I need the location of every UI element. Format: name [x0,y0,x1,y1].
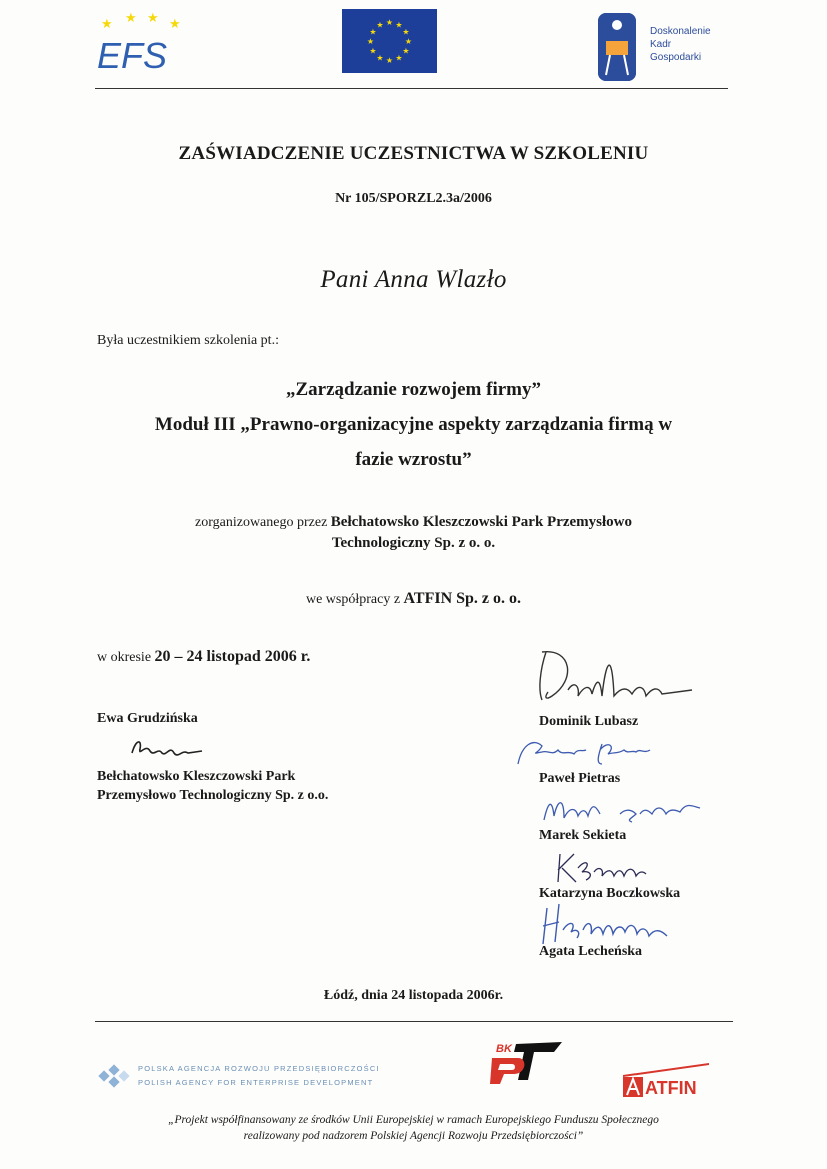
svg-text:★: ★ [404,37,413,46]
period-prefix: w okresie [97,650,152,665]
funding-note-line-1: „Projekt współfinansowany ze środków Unii Europejskiej w ramach Europejskiego Funduszu Społecznego [168,1114,659,1126]
period-line [97,648,310,666]
dkg-line-1: Doskonalenie [650,26,711,37]
svg-text:★: ★ [376,53,384,63]
eu-flag-logo [342,9,437,73]
dkg-line-2: Kadr [650,39,672,50]
atfin-logo-text: ATFIN [645,1078,697,1098]
funding-note-line-2: realizowany pod nadzorem Polskiej Agencji Rozwoju Przedsiębiorczości” [243,1130,584,1142]
organizer-line-1: Bełchatowsko Kleszczowski Park Przemysłowo [330,514,632,530]
signatory-left-name: Ewa Grudzińska [97,711,198,726]
recipient-name: Pani Anna Wlazło [320,266,507,293]
signatory-lubasz: Dominik Lubasz [539,714,639,729]
bk-logo-text: BK [496,1043,512,1055]
svg-text:★: ★ [385,18,394,27]
signatory-left-company-line-2: Przemysłowo Technologiczny Sp. z o.o. [97,788,329,803]
signatory-left-company [97,767,328,805]
organizer-prefix: zorganizowanego przez [195,515,328,530]
bk-ppt-logo [488,1040,566,1086]
signature-grudzinska [128,735,208,763]
svg-text:★: ★ [402,27,410,37]
signatory-sekieta: Marek Sekieta [539,828,627,843]
parp-text-en: POLISH AGENCY FOR ENTERPRISE DEVELOPMENT [138,1078,374,1087]
svg-text:★: ★ [369,46,377,56]
course-title [0,372,827,477]
signatory-pietras: Paweł Pietras [539,771,621,786]
signature-lubasz [532,640,702,720]
course-line-1: „Zarządzanie rozwojem firmy” [285,379,541,400]
funding-note [0,1112,827,1144]
signatory-lechenska: Agata Lecheńska [539,944,643,959]
svg-text:★: ★ [101,17,113,32]
organizer-line-2: Technologiczny Sp. z o. o. [331,535,496,551]
organizer-block [0,512,827,554]
dkg-logo [598,13,728,83]
dkg-person-icon [598,13,636,81]
svg-text:★: ★ [369,27,377,37]
signatory-left-company-line-1: Bełchatowsko Kleszczowski Park [97,769,296,784]
svg-text:★: ★ [169,17,181,32]
signature-pietras [512,736,662,775]
period-value: 20 – 24 listopad 2006 r. [154,648,311,665]
cooperation-line [0,590,827,608]
cooperation-partner: ATFIN Sp. z o. o. [403,590,522,607]
efs-logo [95,8,190,73]
svg-text:★: ★ [395,53,403,63]
svg-text:★: ★ [402,46,410,56]
svg-text:★: ★ [376,20,384,30]
svg-text:★: ★ [147,11,159,26]
dkg-line-3: Gospodarki [650,52,702,63]
certificate-title: ZAŚWIADCZENIE UCZESTNICTWA W SZKOLENIU [178,143,649,164]
svg-text:★: ★ [366,37,375,46]
course-line-3: fazie wzrostu” [355,449,472,470]
atfin-logo [623,1063,709,1099]
signature-sekieta [540,792,710,831]
header-divider [95,88,728,89]
svg-text:★: ★ [125,11,137,26]
svg-text:★: ★ [395,20,403,30]
footer-divider [95,1021,733,1022]
cooperation-prefix: we współpracy z [305,592,401,607]
parp-logo [96,1060,386,1092]
intro-text: Była uczestnikiem szkolenia pt.: [97,333,279,348]
place-and-date: Łódź, dnia 24 listopada 2006r. [323,988,504,1003]
parp-text-pl: POLSKA AGENCJA ROZWOJU PRZEDSIĘBIORCZOŚCI [138,1064,380,1073]
parp-emblem-icon [96,1060,136,1092]
efs-logo-text: EFS [97,35,168,73]
course-line-2: Moduł III „Prawno-organizacyjne aspekty zarządzania firmą w [154,414,673,435]
svg-text:★: ★ [385,56,394,65]
certificate-number: Nr 105/SPORZL2.3a/2006 [335,191,492,206]
signatory-boczkowska: Katarzyna Boczkowska [539,886,681,901]
